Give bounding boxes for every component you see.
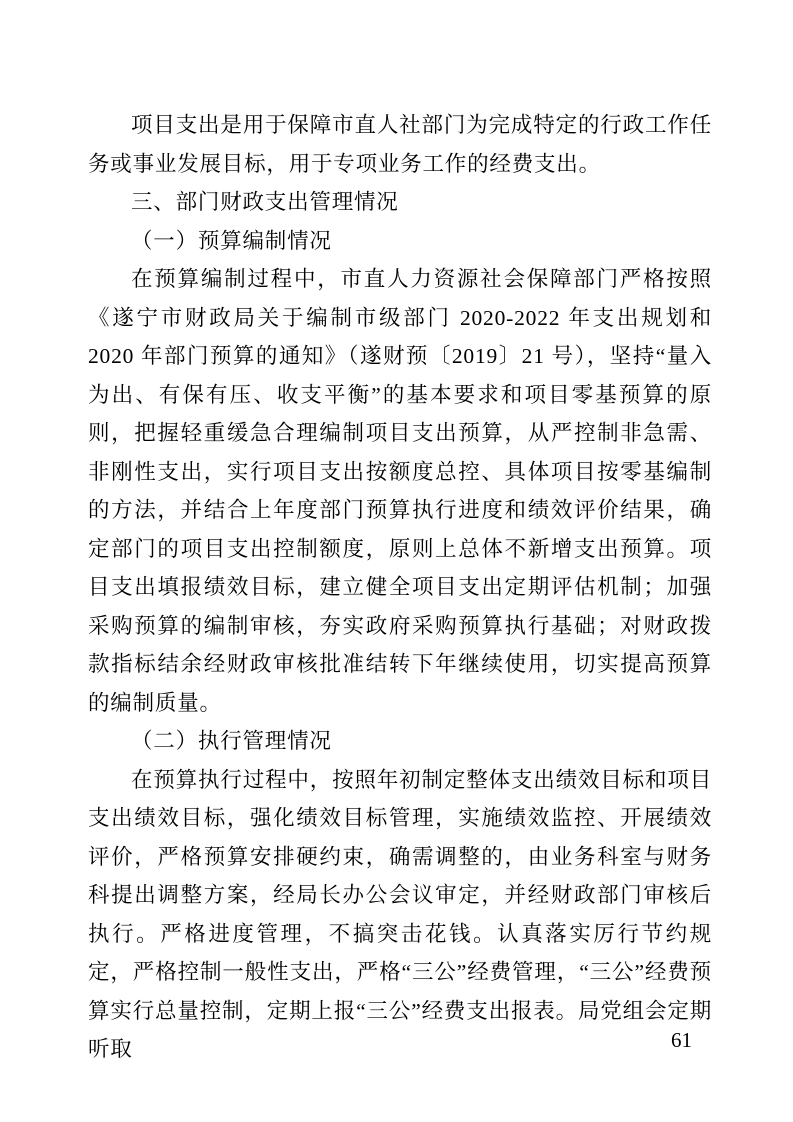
page-number: 61 [671, 1028, 692, 1052]
paragraph-execution-management: 在预算执行过程中，按照年初制定整体支出绩效目标和项目支出绩效目标，强化绩效目标管理，实施绩效监控、开展绩效评价，严格预算安排硬约束，确需调整的，由业务科室与财务科提出调整方案，经局长办公会议审定，并经财政部门审核后执行。严格进度管理，不搞突击花钱。认真落实厉行节约规定，严格控制一般性支出，严格“三公”经费管理，“三公”经费预算实行总量控制，定期上报“三公”经费支出报表。局党组会定期听取 [88, 767, 712, 1061]
section-heading-3: 三、部门财政支出管理情况 [131, 190, 399, 214]
subsection-heading-2-execution-management: （二）执行管理情况 [131, 729, 332, 753]
subsection-heading-1-budget-preparation: （一）预算编制情况 [131, 228, 332, 253]
paragraph-budget-preparation: 在预算编制过程中，市直人力资源社会保障部门严格按照《遂宁市财政局关于编制市级部门 2020-2022 年支出规划和 2020 年部门预算的通知》（遂财预〔2019〕21 号），坚持“量入为出、有保有压、收支平衡”的基本要求和项目零基预算的原则，把握轻重缓急合理编制项目支出预算，从严控制非急需、非刚性支出，实行项目支出按额度总控、具体项目按零基编制的方法，并结合上年度部门预算执行进度和绩效评价结果，确定部门的项目支出控制额度，原则上总体不新增支出预算。项目支出填报绩效目标，建立健全项目支出定期评估机制；加强采购预算的编制审核，夯实政府采购预算执行基础；对财政拨款指标结余经财政审核批准结转下年继续使用，切实提高预算的编制质量。 [88, 267, 712, 715]
document-body [88, 106, 712, 1069]
paragraph-project-expenditure: 项目支出是用于保障市直人社部门为完成特定的行政工作任务或事业发展目标，用于专项业务工作的经费支出。 [88, 113, 712, 176]
